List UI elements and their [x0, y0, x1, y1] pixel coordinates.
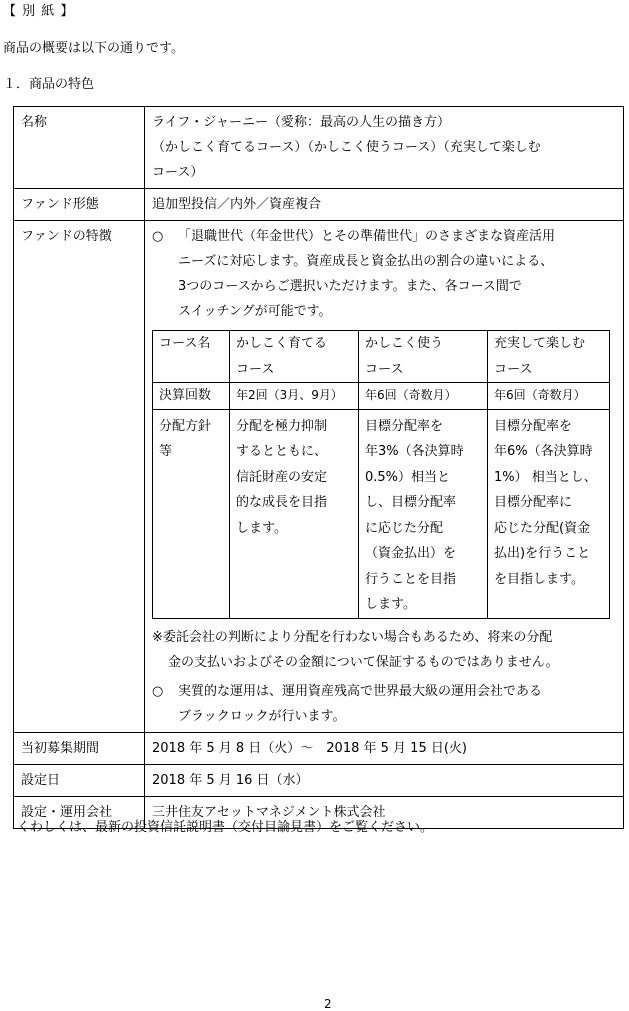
feature-line: ブラックロックが行います。	[178, 708, 346, 724]
label-offer-period: 当初募集期間	[14, 732, 145, 764]
course-settlement-row	[153, 383, 610, 410]
course-policy-row	[153, 409, 610, 618]
bullet-circle: ○	[152, 229, 164, 244]
course-cell: 目標分配率を 年6%（各決算時 1%） 相当とし、 目標分配率に 応じた分配(資金 払出)を行うこと を目指します。	[488, 409, 610, 618]
bullet-circle: ○	[152, 683, 164, 699]
course-cell: 分配を極力抑制 するとともに、 信託財産の安定 的な成長を目指 します。	[230, 409, 359, 618]
page-number: 2	[324, 997, 332, 1011]
label-name: 名称	[14, 107, 145, 189]
value-offer-period: 2018 年 5 月 8 日（火）～ 2018 年 5 月 15 日(火)	[145, 732, 624, 764]
course-cell: 目標分配率を 年3%（各決算時 0.5%）相当と し、目標分配率 に応じた分配 （資金払出）を 行うことを目指 します。	[359, 409, 488, 618]
course-cell: 年2回（3月、9月）	[230, 383, 359, 410]
footnote: くわしくは、最新の投資信託説明書（交付目論見書）をご覧ください。	[17, 820, 434, 835]
feature-line: 3つのコースからご選択いただけます。また、各コース間で	[178, 279, 522, 294]
course-header-cell: かしこく育てる コース	[230, 331, 359, 383]
row-name	[14, 107, 624, 189]
value-features	[145, 221, 624, 733]
name-line: ライフ・ジャーニー（愛称：最高の人生の描き方）	[152, 115, 450, 130]
note-line: 金の支払いおよびその金額について保証するものではありません。	[168, 654, 559, 670]
row-setting-date	[14, 764, 624, 796]
value-fund-type: 追加型投信／内外／資産複合	[145, 189, 624, 221]
value-setting-date: 2018 年 5 月 16 日（水）	[145, 764, 624, 796]
feature-line: ○ 実質的な運用は、運用資産残高で世界最大級の運用会社である	[152, 679, 616, 704]
intro-text: 商品の概要は以下の通りです。	[3, 41, 184, 56]
course-header-row	[153, 331, 610, 383]
row-features	[14, 221, 624, 733]
name-line: コース）	[152, 165, 204, 180]
annex-heading: 【 別 紙 】	[3, 4, 75, 19]
product-table	[13, 106, 624, 829]
course-header-cell: 充実して楽しむ コース	[488, 331, 610, 383]
label-company: 設定・運用会社	[14, 796, 145, 828]
feature-line: スイッチングが可能です。	[178, 304, 332, 319]
row-offer-period	[14, 732, 624, 764]
row-fund-type	[14, 189, 624, 221]
course-cell: 年6回（奇数月）	[359, 383, 488, 410]
course-header-cell: コース名	[153, 331, 230, 383]
label-features: ファンドの特徴	[14, 221, 145, 733]
label-fund-type: ファンド形態	[14, 189, 145, 221]
value-company: 三井住友アセットマネジメント株式会社	[145, 796, 624, 828]
name-line: （かしこく育てるコース）（かしこく使うコース）（充実して楽しむ	[152, 140, 541, 155]
note-line: ※委託会社の判断により分配を行わない場合もあるため、将来の分配	[152, 629, 553, 645]
section-heading: １．商品の特色	[3, 77, 95, 92]
feature-line: ニーズに対応します。資産成長と資金払出の割合の違いによる、	[178, 254, 554, 269]
course-row-label: 分配方針 等	[153, 409, 230, 618]
course-table	[152, 330, 610, 619]
label-setting-date: 設定日	[14, 764, 145, 796]
value-name	[145, 107, 624, 189]
course-header-cell: かしこく使う コース	[359, 331, 488, 383]
course-cell: 年6回（奇数月）	[488, 383, 610, 410]
feature-line: ○ 「退職世代（年金世代）とその準備世代」のさまざまな資産活用	[152, 224, 616, 249]
course-row-label: 決算回数	[153, 383, 230, 410]
